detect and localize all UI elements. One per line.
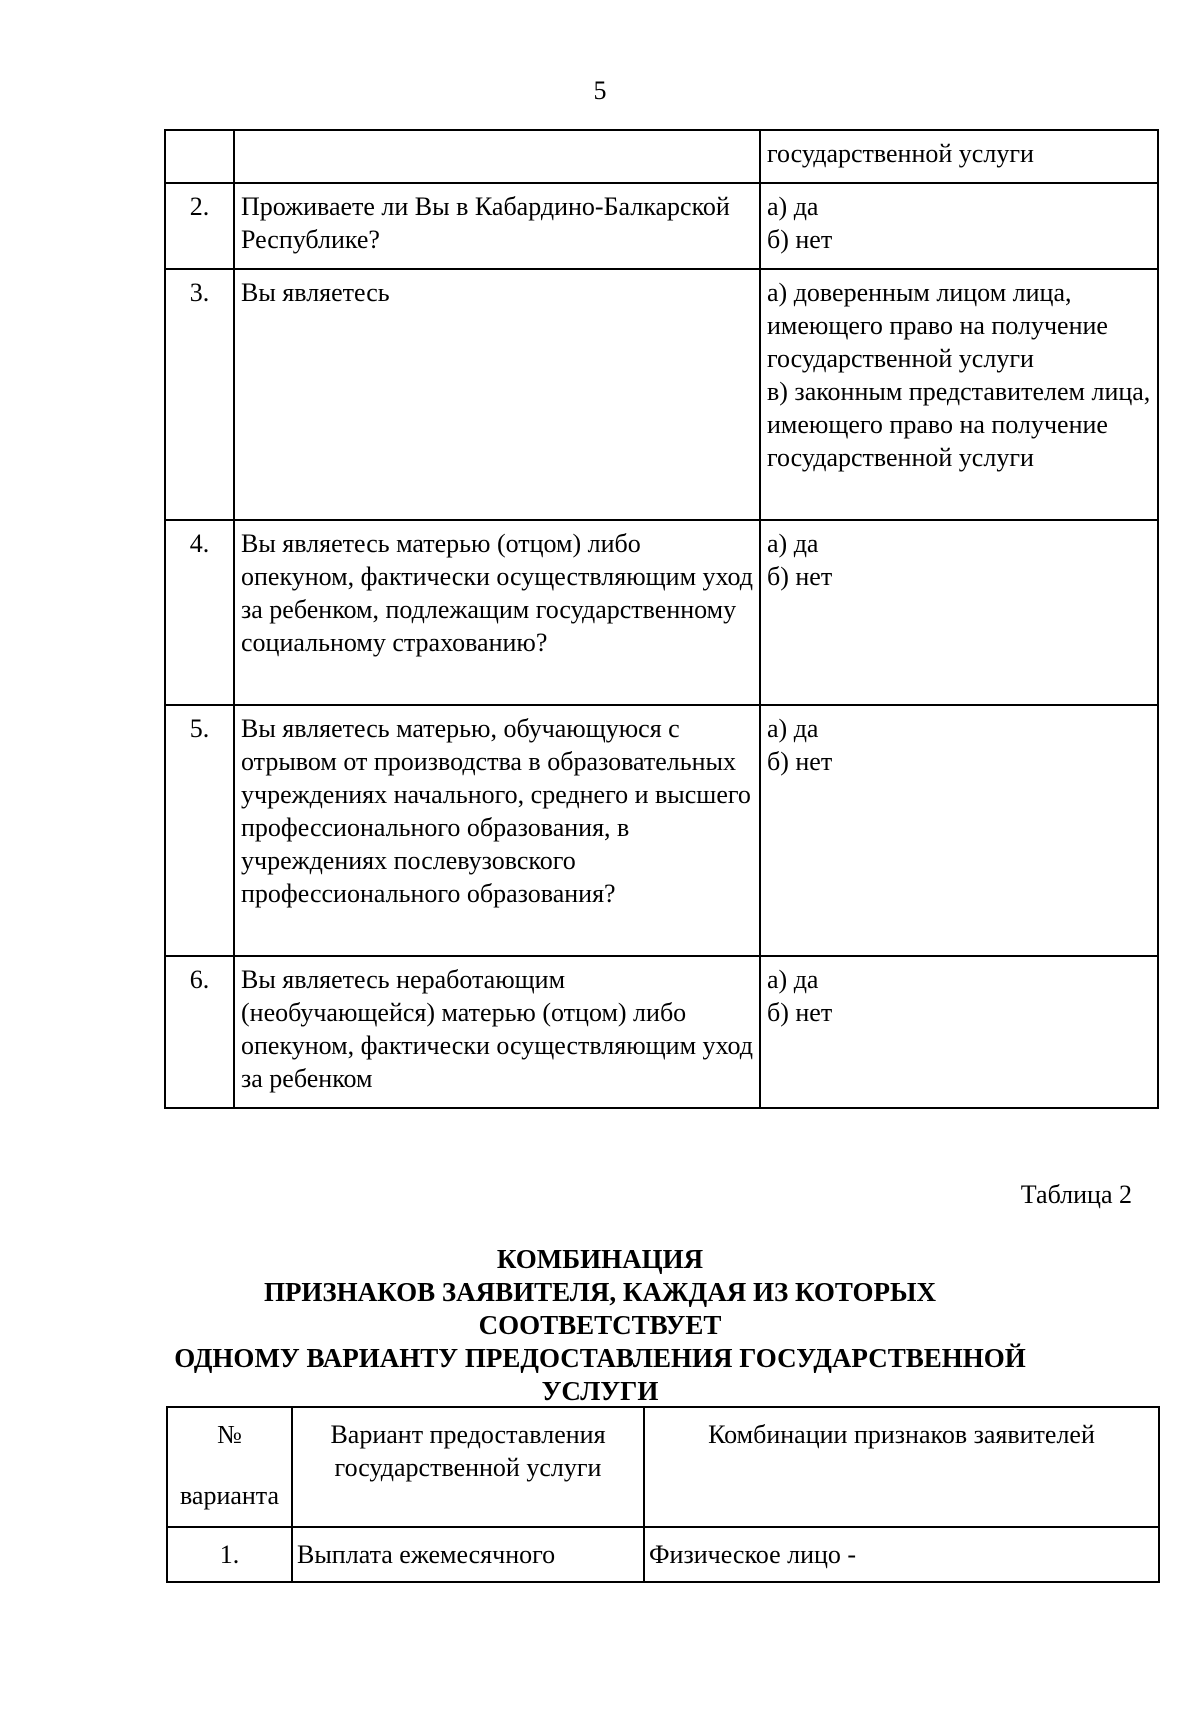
option-text: б) нет [767,225,833,254]
question-cell: Проживаете ли Вы в Кабардино-Балкарской Республике? [234,183,760,269]
question-cell: Вы являетесь неработающим (необучающейся) матерью (отцом) либо опекуном, фактически осуществляющим уход за ребенком [234,956,760,1108]
table-row [167,1527,1159,1582]
option-text: б) нет [767,998,833,1027]
option-text: а) доверенным лицом лица, имеющего право на получение государственной услуги [767,278,1108,373]
option-text: б) нет [767,562,833,591]
table-row [165,183,1158,269]
table-row [165,956,1158,1108]
table-header-row [167,1407,1159,1527]
row-number: 1. [167,1527,292,1582]
table-row [165,520,1158,705]
table-row [165,130,1158,183]
row-number: 4. [165,520,234,705]
variant-word: варианта [179,1481,280,1510]
table-title [150,1243,1050,1408]
table-caption: Таблица 2 [1020,1180,1132,1209]
row-number: 5. [165,705,234,956]
option-text: в) законным представителем лица, имеющего право на получение государственной услуги [767,377,1151,472]
title-line: КОМБИНАЦИЯ [496,1244,704,1274]
header-variant-number [167,1407,292,1527]
header-variant: Вариант предоставления государственной услуги [292,1407,644,1527]
header-combination: Комбинации признаков заявителей [644,1407,1159,1527]
row-number [165,130,234,183]
option-text: а) да [767,714,819,743]
row-number: 6. [165,956,234,1108]
options-cell [760,269,1158,520]
question-cell: Вы являетесь матерью, обучающуюся с отрывом от производства в образовательных учреждениях начального, среднего и высшего профессионального образования, в учреждениях послевузовского профессионального образования? [234,705,760,956]
title-line: УСЛУГИ [541,1376,659,1406]
options-cell [760,183,1158,269]
question-cell: Вы являетесь [234,269,760,520]
option-text: государственной услуги [767,139,1034,168]
title-line: ОДНОМУ ВАРИАНТУ ПРЕДОСТАВЛЕНИЯ ГОСУДАРСТВЕННОЙ [174,1343,1026,1373]
title-line: ПРИЗНАКОВ ЗАЯВИТЕЛЯ, КАЖДАЯ ИЗ КОТОРЫХ СООТВЕТСТВУЕТ [263,1277,937,1340]
question-cell: Вы являетесь матерью (отцом) либо опекуном, фактически осуществляющим уход за ребенком, подлежащим государственному социальному страхованию? [234,520,760,705]
number-sign: № [217,1420,242,1449]
option-text: а) да [767,965,819,994]
options-cell [760,956,1158,1108]
option-text: б) нет [767,747,833,776]
option-text: а) да [767,529,819,558]
page-number: 5 [593,76,607,105]
row-number: 3. [165,269,234,520]
variant-cell: Выплата ежемесячного [292,1527,644,1582]
options-cell [760,520,1158,705]
applicant-questions-table [164,129,1159,1109]
option-text: а) да [767,192,819,221]
row-number: 2. [165,183,234,269]
options-cell [760,705,1158,956]
options-cell [760,130,1158,183]
table-row [165,705,1158,956]
table-row [165,269,1158,520]
combination-cell: Физическое лицо - [644,1527,1159,1582]
variant-combinations-table [166,1406,1160,1583]
question-cell [234,130,760,183]
